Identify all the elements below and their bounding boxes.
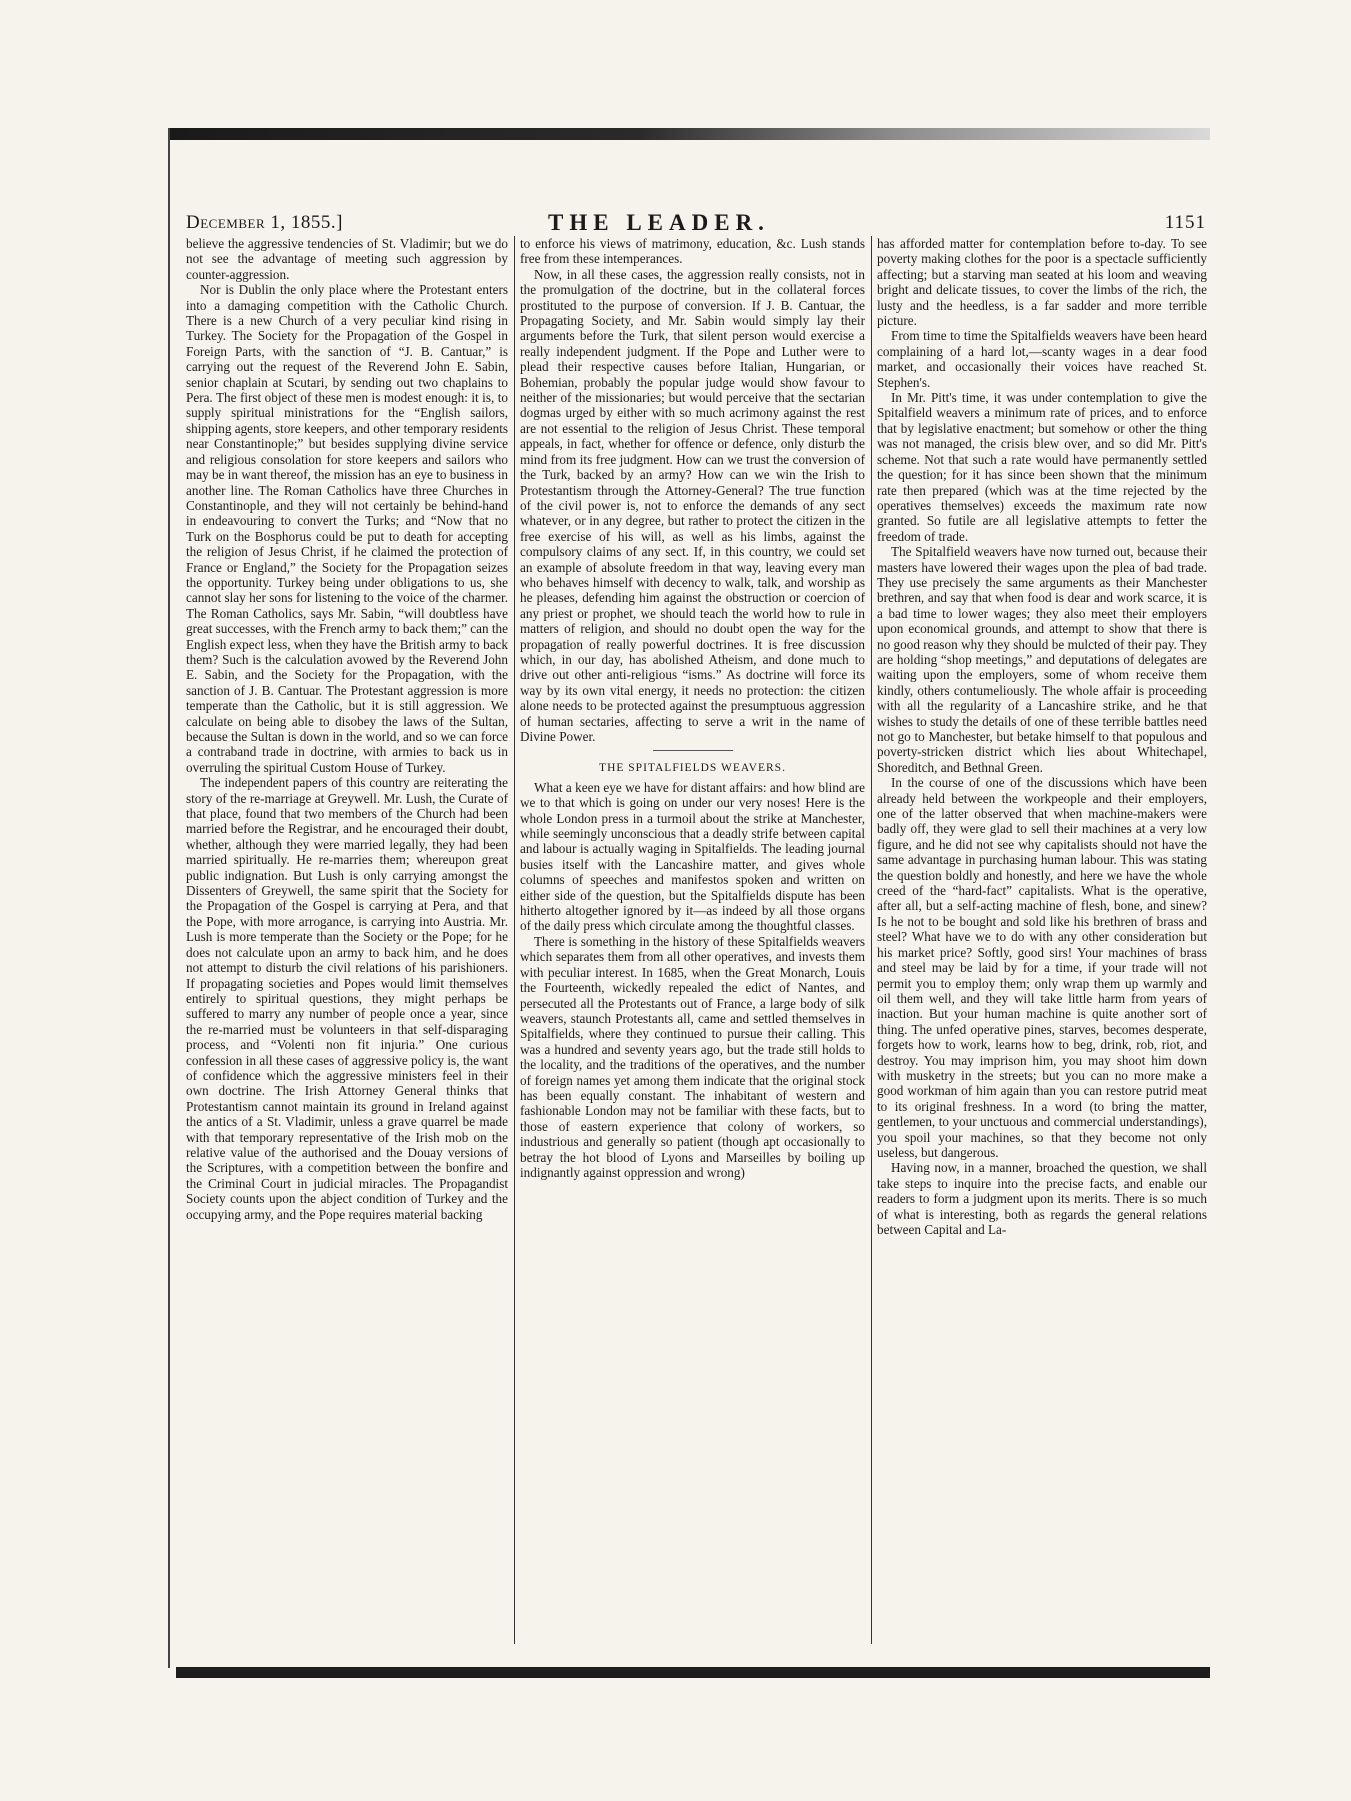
left-margin-rule <box>168 128 170 1668</box>
paragraph: In Mr. Pitt's time, it was under contemplation to give the Spitalfield weavers a minimum rate of prices, and to enforce that by legislative enactment; but somehow or other the thing was not managed, the crisis blew over, and so did Mr. Pitt's scheme. Not that such a rate would have permanently settled the question; for it has since been shown that the minimum rate then prepared (which was at the time rejected by the operatives themselves) exceeds the maximum rate now granted. So futile are all legislative attempts to fetter the freedom of trade. <box>877 390 1207 544</box>
paragraph: Nor is Dublin the only place where the Protestant enters into a damaging competition with the Catholic Church. There is a new Church of a very peculiar kind rising in Turkey. The Society for the Propagation of the Gospel in Foreign Parts, with the sanction of “J. B. Cantuar,” is carrying out the request of the Reverend John E. Sabin, senior chaplain at Scutari, by sending out two chaplains to Pera. The first object of these men is modest enough: it is, to supply spiritual ministrations for the “English sailors, shipping agents, store keepers, and other temporary residents near Constantinople;” but besides supplying divine service and religious consolation for store keepers and sailors who may be in want thereof, the mission has an eye to business in another line. The Roman Catholics have three Churches in Constantinople, and they will not certainly be behind-hand in endeavouring to convert the Turks; and “Now that no Turk on the Bosphorus could be put to death for accepting the religion of Jesus Christ, if he claimed the protection of France or England,” the Society for the Propagation seizes the opportunity. Turkey being under obligations to us, she cannot slay her sons for listening to the voice of the charmer. The Roman Catholics, says Mr. Sabin, “will doubtless have great successes, with the French army to back them;” can the English expect less, when they have the British army to back them? Such is the calculation avowed by the Reverend John E. Sabin, and the Society for the Propagation, with the sanction of J. B. Cantuar. The Protestant aggression is more temperate than the Catholic, but it is still aggression. We calculate on being able to disobey the laws of the Sultan, because the Sultan is down in the world, and so we can force a contraband trade in doctrine, with armies to back us in overruling the spiritual Custom House of Turkey. <box>186 282 508 775</box>
paragraph: has afforded matter for contemplation before to-day. To see poverty making clothes for the poor is a spectacle sufficiently affecting; but a starving man seated at his loom and weaving bright and delicate tissues, to cover the limbs of the rich, the lusty and the heedless, is a far sadder and more terrible picture. <box>877 236 1207 329</box>
column-1 <box>186 236 508 1644</box>
paragraph: Now, in all these cases, the aggression really consists, not in the promulgation of the doctrine, but in the collateral forces prostituted to the purpose of conversion. If J. B. Cantuar, the Propagating Society, and Mr. Sabin would simply lay their arguments before the Turk, that silent person would exercise a really independent judgment. If the Pope and Luther were to plead their respective causes before Italian, Hungarian, or Bohemian, probably the popular judge would show favour to neither of the missionaries; but would perceive that the sectarian dogmas urged by either with so much acrimony against the rest are not essential to the religion of Jesus Christ. These temporal appeals, in fact, whether for offence or defence, only disturb the mind from its free judgment. How can we trust the conversion of the Turk, backed by an army? How can we win the Irish to Protestantism through the Attorney-General? The true function of the civil power is, not to enforce the demands of any sect whatever, or in any degree, but rather to protect the citizen in the free exercise of his will, as well as his limbs, against the compulsory claims of any sect. If, in this country, we could set an example of absolute freedom in that way, leaving every man who behaves himself with decency to walk, talk, and worship as he pleases, defending him against the obstruction or coercion of any priest or prophet, we should teach the world how to rule in matters of religion, and should no doubt open the way for the propagation of really powerful doctrines. It is free discussion which, in our day, has abolished Atheism, and done much to drive out other anti-religious “isms.” As doctrine will force its way by its own vital energy, it needs no protection: the citizen alone needs to be protected against the presumptuous aggression of human sectaries, affecting to serve a writ in the name of Divine Power. <box>520 266 865 744</box>
paragraph: From time to time the Spitalfields weavers have been heard complaining of a hard lot,—scanty wages in a dear food market, and occasionally their voices have reached St. Stephen's. <box>877 328 1207 390</box>
column-divider-1 <box>514 236 515 1644</box>
paragraph: Having now, in a manner, broached the question, we shall take steps to inquire into the precise facts, and enable our readers to form a judgment upon its merits. There is so much of what is interesting, both as regards the general relations between Capital and La- <box>877 1160 1207 1237</box>
masthead-title: THE LEADER. <box>548 210 770 235</box>
paragraph: to enforce his views of matrimony, education, &c. Lush stands free from these intemperances. <box>520 236 865 267</box>
column-3 <box>877 236 1207 1644</box>
section-heading: THE SPITALFIELDS WEAVERS. <box>599 762 786 775</box>
paragraph: What a keen eye we have for distant affairs: and how blind are we to that which is going on under our very noses! Here is the whole London press in a turmoil about the strike at Manchester, while seemingly unconscious that a deadly strife between capital and labour is actually waging in Spitalfields. The leading journal busies itself with the Lancashire matter, and gives whole columns of speeches and manifestos spoken and written on either side of the question, but the Spitalfields dispute has been hitherto altogether ignored by it—as indeed by all those organs of the daily press which circulate among the thoughtful classes. <box>520 779 865 934</box>
paragraph: believe the aggressive tendencies of St. Vladimir; but we do not see the advantage of meeting such aggression by counter-aggression. <box>186 236 508 282</box>
page-number: 1151 <box>1164 212 1206 233</box>
paragraph: There is something in the history of these Spitalfields weavers which separates them from all other operatives, and invests them with peculiar interest. In 1685, when the Great Monarch, Louis the Fourteenth, wickedly repealed the edict of Nantes, and persecuted all the Protestants out of France, a large body of silk weavers, staunch Protestants all, came and settled themselves in Spitalfields, where they continued to pursue their calling. This was a hundred and seventy years ago, but the trade still holds to the locality, and the traditions of the operatives, and the number of foreign names yet among them indicate that the original stock has been equally constant. The inhabitant of western and fashionable London may not be familiar with these facts, but to those of eastern experience that colony of workers, so industrious and generally so patient (though apt occasionally to betray the hot blood of Lyons and Marseilles by boiling up indignantly against oppression and wrong) <box>520 933 865 1180</box>
top-rule <box>170 128 1210 140</box>
column-2 <box>520 236 865 1644</box>
paragraph: The independent papers of this country are reiterating the story of the re-marriage at Greywell. Mr. Lush, the Curate of that place, found that two members of the Church had been married before the Registrar, and he encouraged their doubt, whether, although they were married legally, they had been married spiritually. He re-marries them; whereupon great public indignation. But Lush is only carrying amongst the Dissenters of Greywell, the same spirit that the Society for the Propagation of the Gospel is carrying at Pera, and that the Pope, with more arrogance, is carrying into Austria. Mr. Lush is more temperate than the Society or the Pope; for he does not calculate upon an army to back him, and he does not attempt to disturb the civil relations of his parishioners. If propagating societies and Popes would limit themselves entirely to spiritual questions, they might perhaps be suffered to marry any number of people once a year, since the re-married must be volunteers in that self-disparaging process, and “Volenti non fit injuria.” One curious confession in all these cases of aggressive policy is, the want of confidence which the aggressive ministers feel in their own doctrine. The Irish Attorney General thinks that Protestantism cannot maintain its ground in Ireland against the antics of a St. Vladimir, unless a grave quarrel be made with that temporary representative of the Irish mob on the relative value of the authorised and the Douay versions of the Scriptures, with a competition between the bonfire and the Criminal Court in judicial miracles. The Propagandist Society counts upon the abject condition of Turkey and the occupying army, and the Pope requires material backing <box>186 775 508 1222</box>
column-divider-2 <box>871 236 872 1644</box>
issue-date: December 1, 1855.] <box>186 212 343 233</box>
bottom-rule <box>176 1667 1210 1678</box>
section-rule <box>653 750 733 751</box>
running-header <box>186 212 1206 238</box>
paragraph: The Spitalfield weavers have now turned out, because their masters have lowered their wages upon the plea of bad trade. They use precisely the same arguments as their Manchester brethren, and say that when food is dear and work scarce, it is a bad time to lower wages; they also meet their employers upon economical grounds, and attempt to show that there is no good reason why they should be mulcted of their pay. They are holding “shop meetings,” and deputations of delegates are waiting upon the employers, some of whom receive them kindly, others contumeliously. The whole affair is proceeding with all the regularity of a Lancashire strike, and he that wishes to study the details of one of these terrible battles need not go to Manchester, but betake himself to that populous and poverty-stricken district which lies about Whitechapel, Shoreditch, and Bethnal Green. <box>877 544 1207 775</box>
paragraph: In the course of one of the discussions which have been already held between the workpeople and their employers, one of the latter observed that when machine-makers were badly off, they were glad to sell their machines at a very low figure, and he did not see why capitalists should not have the same advantage in purchasing human labour. This was stating the question boldly and honestly, and here we have the whole creed of the “hard-fact” capitalists. What is the operative, after all, but a self-acting machine of flesh, bone, and sinew? Is he not to be bought and sold like his brethren of brass and steel? What have we to do with any other consideration but his market price? Softly, good sirs! Your machines of brass and steel may be laid by for a time, if your trade will not permit you to employ them; only wrap them up warmly and oil them well, and they will take little harm from years of inaction. But your human machine is quite another sort of thing. The unfed operative pines, starves, becomes desperate, forgets how to work, learns how to beg, drink, rob, riot, and destroy. You may imprison him, you may shoot him down with musketry in the streets; but you can no more make a good workman of him again than you can restore putrid meat to its original freshness. In a word (to bring the matter, gentlemen, to your unctuous and commercial understandings), you spoil your machines, so that they become not only useless, but dangerous. <box>877 775 1207 1160</box>
